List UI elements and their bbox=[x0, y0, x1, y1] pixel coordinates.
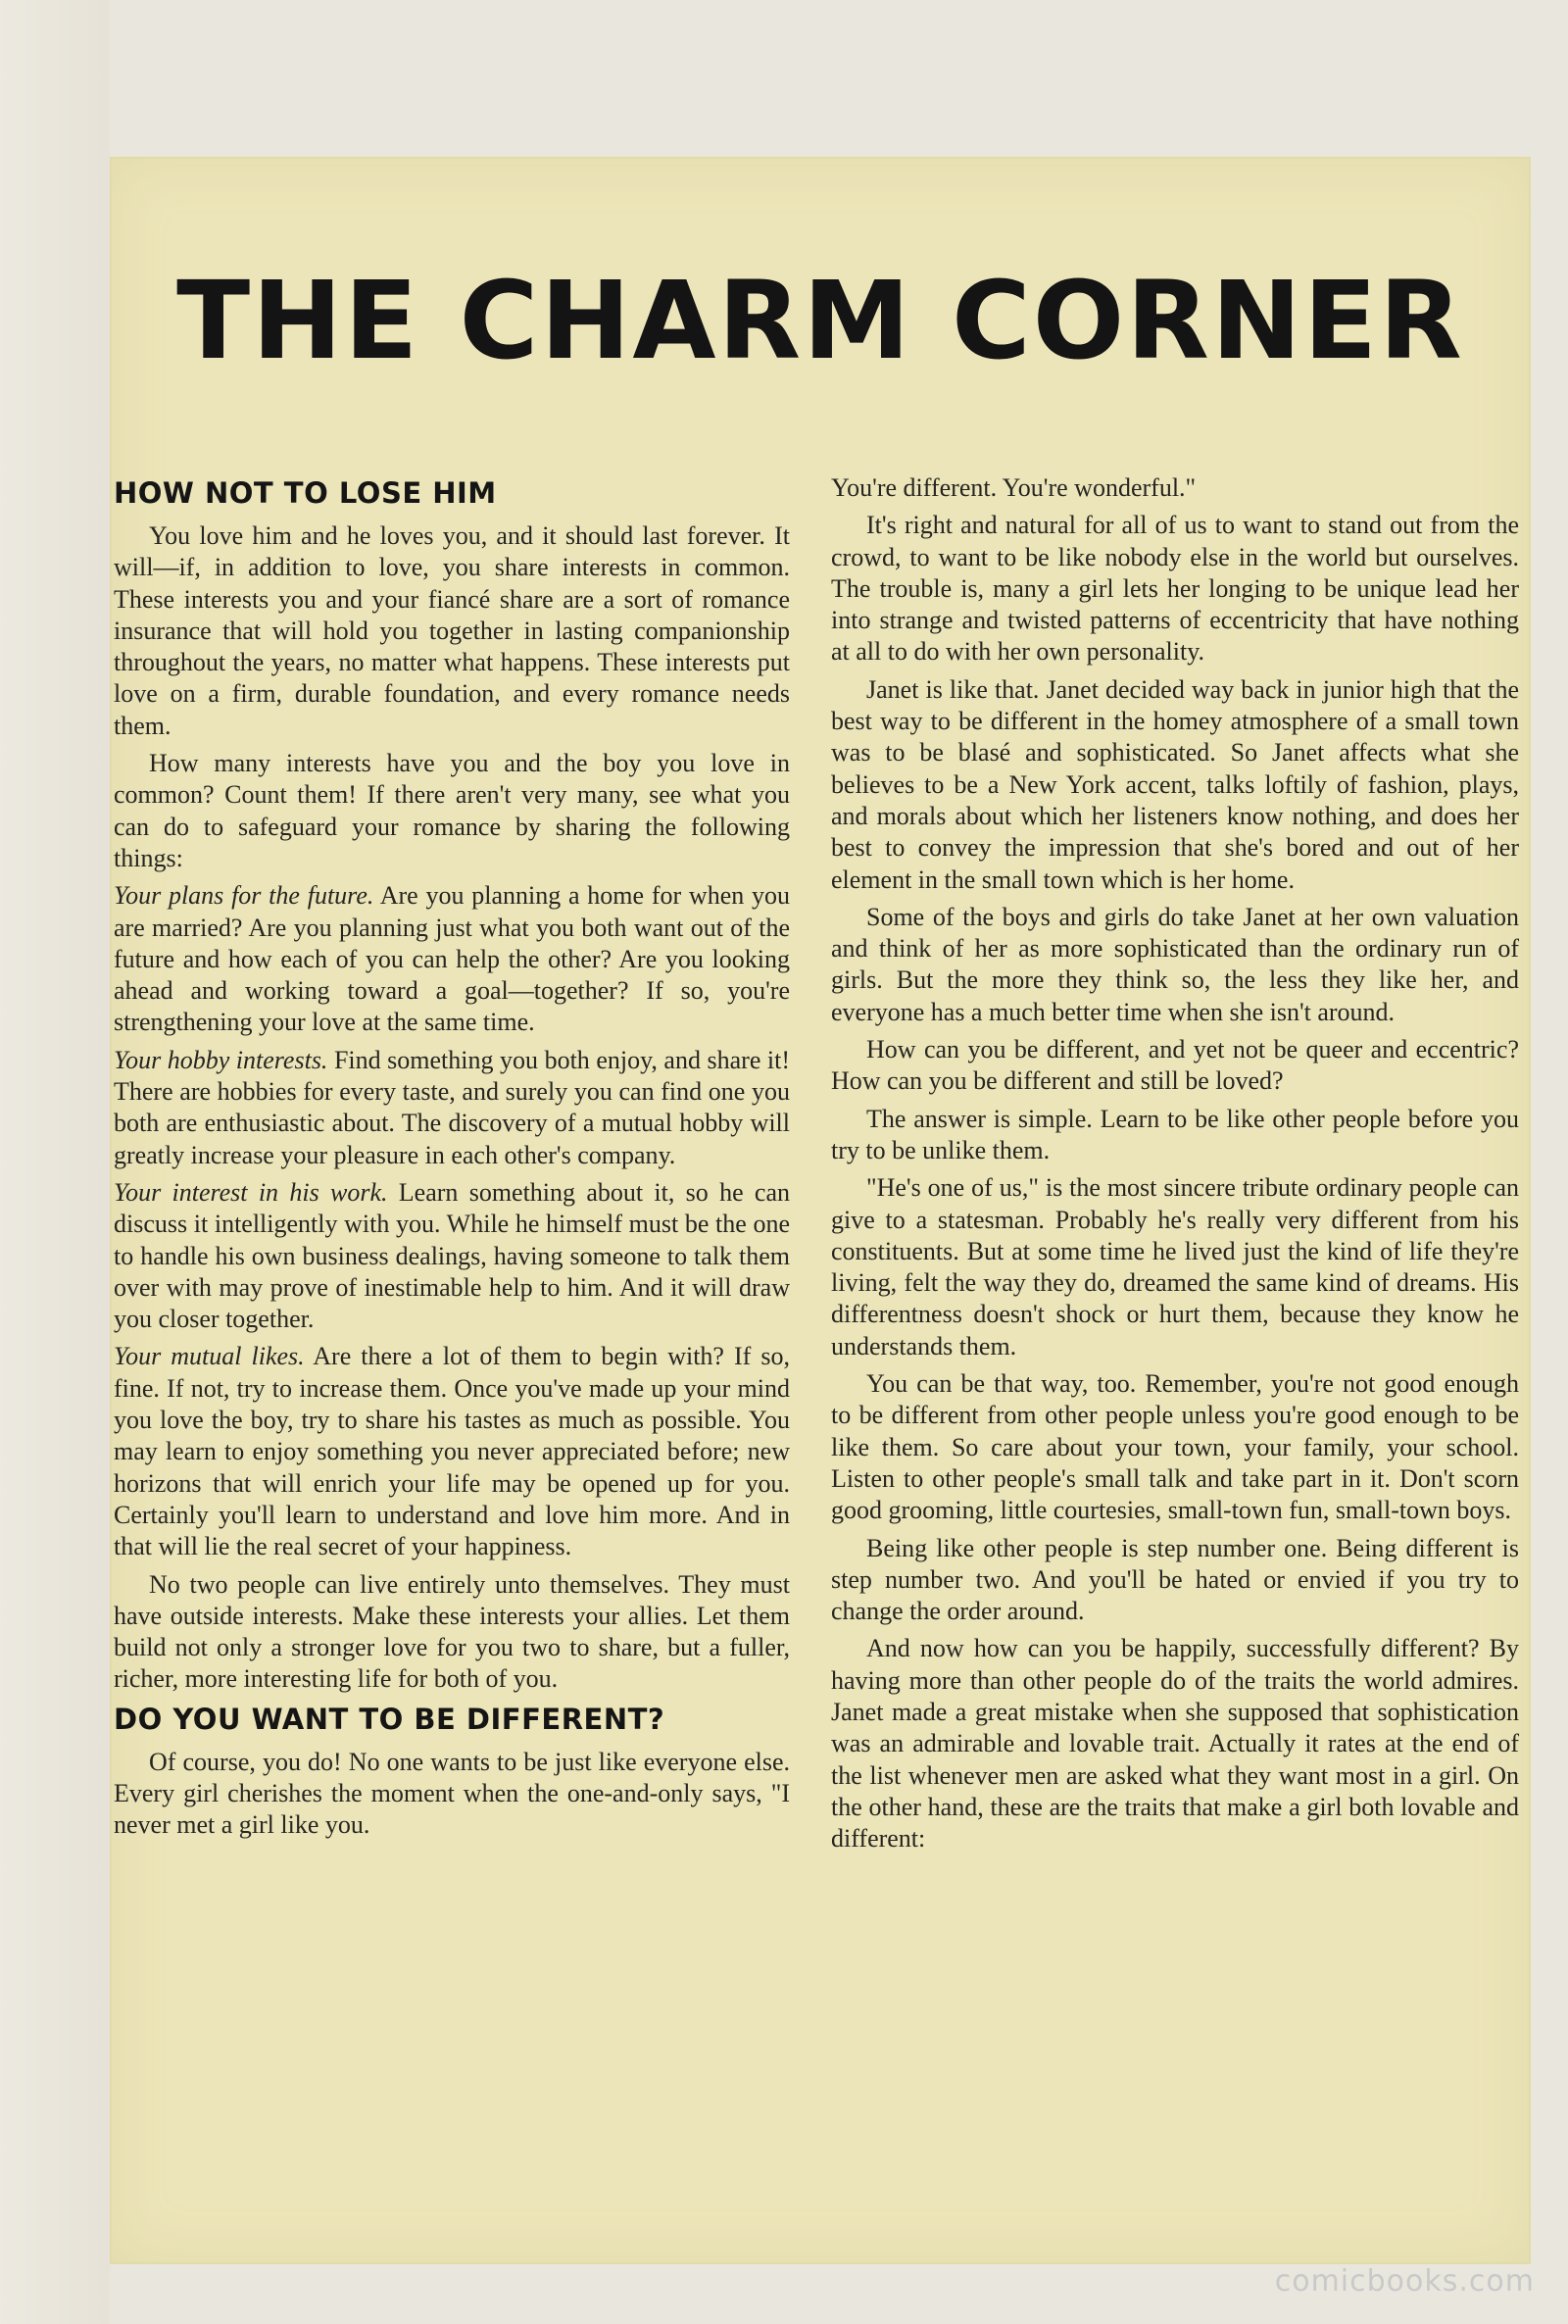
paragraph: Janet is like that. Janet decided way back in junior high that the best way to be different in the homey atmosphere of a small town was to be blasé and sophisticated. So Janet affects what she believes to be a New York accent, talks loftily of fashion, plays, and morals about which her listeners know nothing, and does her best to convey the impression that she's bored and out of her element in the small town which is her home. bbox=[831, 674, 1519, 894]
paragraph: Of course, you do! No one wants to be just like everyone else. Every girl cherishes the moment when the one-and-only says, "I never met a girl like you. bbox=[114, 1747, 790, 1840]
item-text: Are there a lot of them to begin with? If so, fine. If not, try to increase them. Once you've made up your mind you love the boy, try to share his tastes as much as possible. You may learn to enjoy something you never appreciated before; new horizons that will enrich your life may be opened up for you. Certainly you'll learn to understand and love him more. And in that will lie the real secret of your happiness. bbox=[114, 1342, 790, 1561]
list-item bbox=[114, 1341, 790, 1562]
item-text: Learn something about it, so he can discuss it intelligently with you. While he himself must be the one to handle his own business dealings, having someone to talk them over with may prove of inestimable help to him. And it will draw you closer together. bbox=[114, 1177, 790, 1334]
item-lead: Your mutual likes. bbox=[114, 1342, 305, 1371]
right-column bbox=[831, 472, 1519, 1860]
paragraph: The answer is simple. Learn to be like other people before you try to be unlike them. bbox=[831, 1104, 1519, 1164]
paragraph: Some of the boys and girls do take Janet at her own valuation and think of her as more sophisticated than the ordinary run of girls. But the more they think so, the less they like her, and everyone has a much better time when she isn't around. bbox=[831, 902, 1519, 1026]
paragraph: How can you be different, and yet not be queer and eccentric? How can you be different and still be loved? bbox=[831, 1035, 1519, 1096]
watermark: comicbooks.com bbox=[1274, 2264, 1535, 2299]
paragraph-continued: You're different. You're wonderful." bbox=[831, 473, 1197, 502]
paragraph: And now how can you be happily, successfully different? By having more than other people do of the traits the world admires. Janet made a great mistake when she supposed that sophistication was an admirable and lovable trait. Actually it rates at the end of the list whenever men are asked what they want most in a girl. On the other hand, these are the traits that make a girl both lovable and different: bbox=[831, 1634, 1519, 1854]
item-lead: Your plans for the future. bbox=[114, 881, 374, 911]
section-heading-how-not-to-lose-him: HOW NOT TO LOSE HIM bbox=[114, 476, 497, 510]
page-margin bbox=[0, 0, 110, 2324]
item-text: Are you planning a home for when you are married? Are you planning just what you both want out of the future and how each of you can help the other? Are you looking ahead and working toward a goal—together? If so, you're strengthening your love at the same time. bbox=[114, 881, 791, 1037]
item-lead: Your interest in his work. bbox=[114, 1177, 388, 1207]
section-heading-do-you-want-to-be-different: DO YOU WANT TO BE DIFFERENT? bbox=[114, 1702, 665, 1736]
list-item bbox=[114, 1177, 790, 1335]
paragraph: No two people can live entirely unto themselves. They must have outside interests. Make these interests your allies. Let them build not only a stronger love for you two to share, but a fuller, richer, more interesting life for both of you. bbox=[114, 1569, 790, 1694]
item-text: Find something you both enjoy, and share it! There are hobbies for every taste, and surely you can find one you both are enthusiastic about. The discovery of a mutual hobby will greatly increase your pleasure in each other's company. bbox=[114, 1045, 790, 1169]
paragraph: "He's one of us," is the most sincere tribute ordinary people can give to a statesman. Probably he's really very different from his constituents. But at some time he lived just the kind of life they're living, felt the way they do, dreamed the same kind of dreams. His differentness doesn't shock or hurt them, because they know he understands them. bbox=[831, 1173, 1519, 1360]
list-item bbox=[114, 1045, 790, 1171]
article-panel bbox=[110, 157, 1531, 2264]
left-column bbox=[114, 475, 790, 1848]
paragraph: You love him and he loves you, and it should last forever. It will—if, in addition to love, you share interests in common. These interests you and your fiancé share are a sort of romance insurance that will hold you together in lasting companionship throughout the years, no matter what happens. These interests put love on a firm, durable foundation, and every romance needs them. bbox=[114, 521, 790, 740]
paragraph: It's right and natural for all of us to want to stand out from the crowd, to want to be like nobody else in the world but ourselves. The trouble is, many a girl lets her longing to be unique lead her into strange and twisted patterns of eccentricity that have nothing at all to do with her own personality. bbox=[831, 511, 1519, 667]
page-title: THE CHARM CORNER bbox=[176, 258, 1464, 383]
list-item bbox=[114, 880, 790, 1038]
item-lead: Your hobby interests. bbox=[114, 1045, 328, 1074]
paragraph: You can be that way, too. Remember, you're not good enough to be different from other people unless you're good enough to be like them. So care about your town, your family, your school. Listen to other people's small talk and take part in it. Don't scorn good grooming, little courtesies, small-town fun, small-town boys. bbox=[831, 1369, 1519, 1525]
paragraph: How many interests have you and the boy you love in common? Count them! If there aren't very many, see what you can do to safeguard your romance by sharing the following things: bbox=[114, 749, 790, 872]
paragraph: Being like other people is step number one. Being different is step number two. And you'll be hated or envied if you try to change the order around. bbox=[831, 1533, 1519, 1626]
